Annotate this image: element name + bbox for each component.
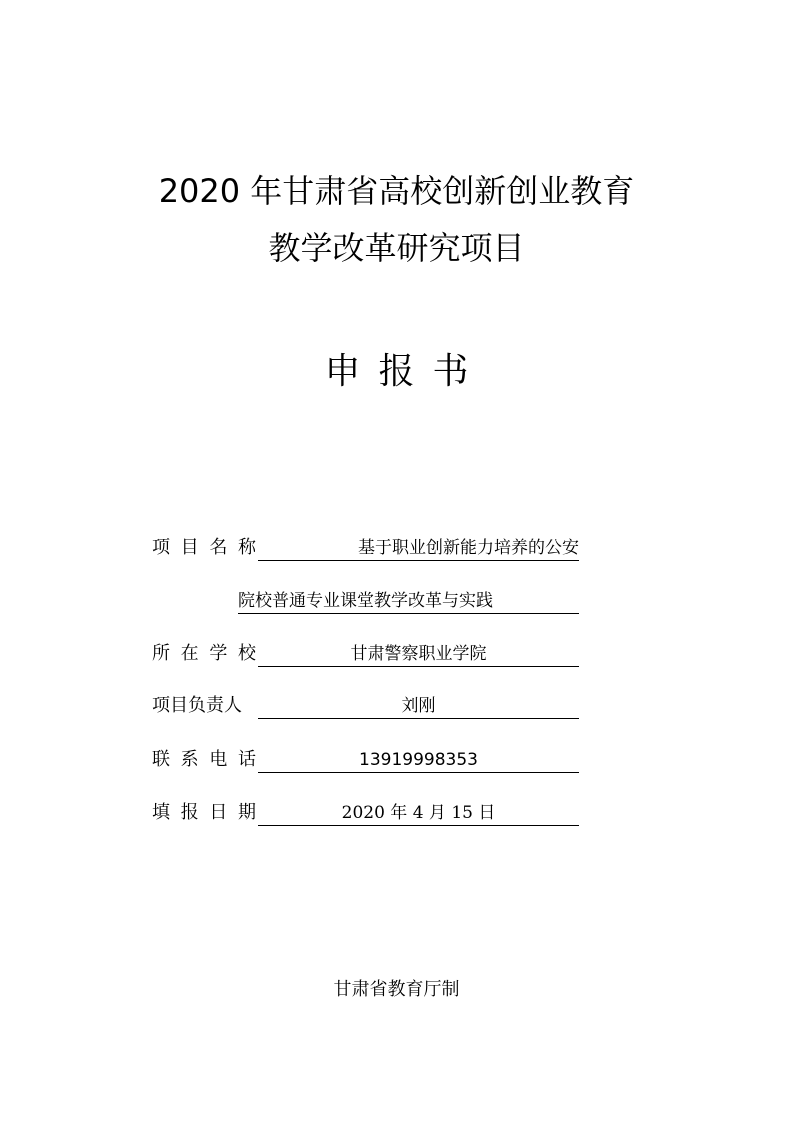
label-char: 填 bbox=[152, 802, 170, 823]
document-subtitle: 申报书 bbox=[324, 351, 487, 392]
leader-value: 刘刚 bbox=[401, 696, 436, 716]
label-char: 项 bbox=[152, 537, 170, 558]
label-char: 报 bbox=[180, 802, 199, 823]
phone-label bbox=[152, 748, 256, 772]
project-name-label bbox=[152, 536, 256, 560]
label-char: 校 bbox=[237, 643, 256, 664]
label-char: 电 bbox=[209, 749, 228, 770]
label-char: 所 bbox=[152, 643, 170, 664]
label-char: 名 bbox=[209, 537, 228, 558]
label-char: 学 bbox=[209, 643, 228, 664]
phone-value: 13919998353 bbox=[359, 750, 478, 770]
label-char: 系 bbox=[180, 749, 199, 770]
school-label bbox=[152, 642, 256, 666]
document-title-line-2: 教学改革研究项目 bbox=[268, 229, 525, 267]
date-label bbox=[152, 801, 256, 825]
label-char: 目 bbox=[180, 537, 199, 558]
school-value: 甘肃警察职业学院 bbox=[350, 644, 487, 664]
project-name-value-line-2: 院校普通专业课堂教学改革与实践 bbox=[238, 589, 579, 614]
label-char: 日 bbox=[209, 802, 228, 823]
label-char: 称 bbox=[237, 537, 256, 558]
leader-label: 项目负责人 bbox=[152, 695, 242, 716]
date-value: 2020 年 4 月 15 日 bbox=[341, 803, 496, 823]
issuer-footer: 甘肃省教育厅制 bbox=[333, 979, 460, 1000]
label-char: 联 bbox=[152, 749, 170, 770]
label-char: 在 bbox=[180, 643, 199, 664]
document-title-line-1: 2020 年甘肃省高校创新创业教育 bbox=[158, 172, 635, 210]
project-name-value-line-1: 基于职业创新能力培养的公安 bbox=[258, 536, 579, 561]
label-char: 话 bbox=[237, 749, 256, 770]
label-char: 期 bbox=[237, 802, 256, 823]
